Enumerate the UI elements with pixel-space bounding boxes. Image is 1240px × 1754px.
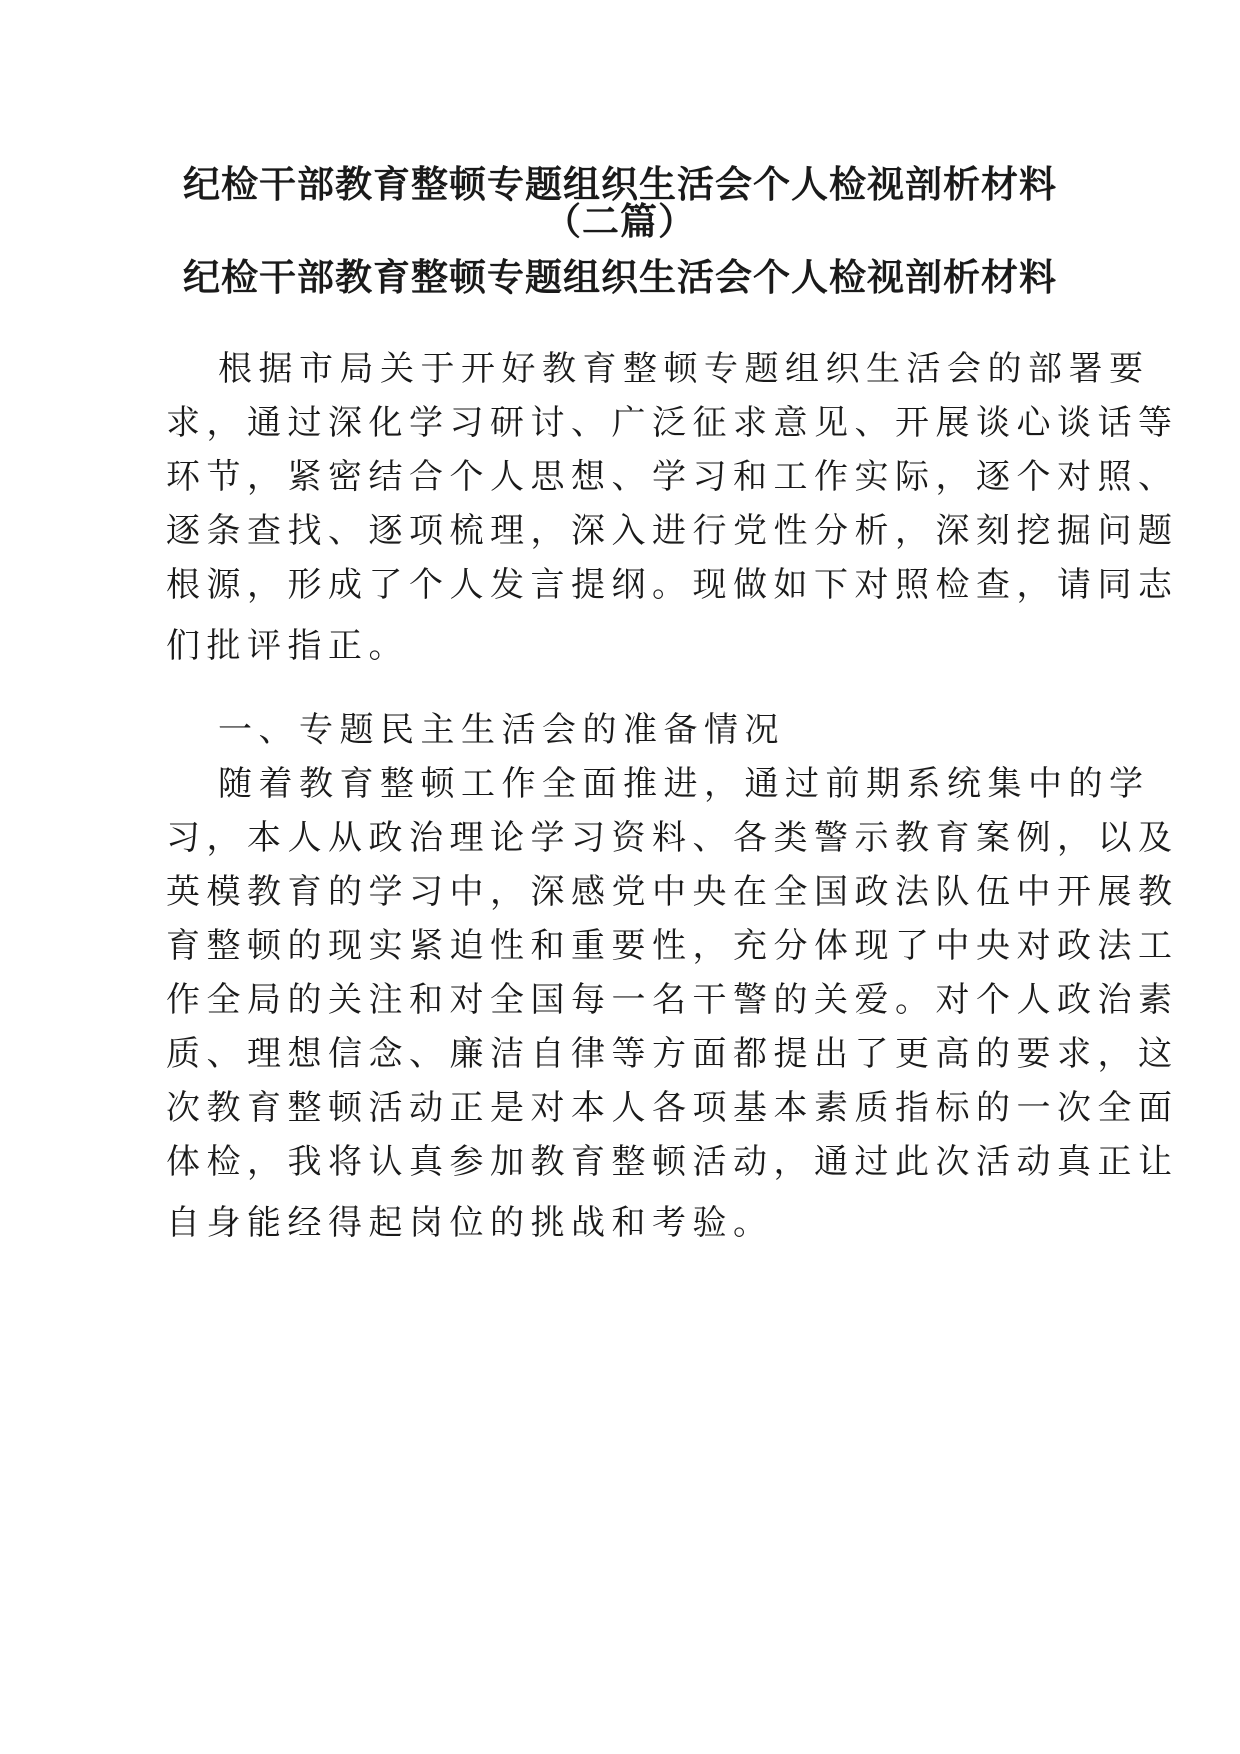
- paragraph-line: 求，通过深化学习研讨、广泛征求意见、开展谈心谈话等: [166, 403, 1179, 443]
- paragraph-line: 自身能经得起岗位的挑战和考验。: [166, 1203, 774, 1243]
- paragraph-preparation: [166, 757, 1179, 1257]
- paragraph-line: 育整顿的现实紧迫性和重要性，充分体现了中央对政法工: [166, 926, 1179, 966]
- paragraph-line: 们批评指正。: [166, 626, 409, 666]
- paragraph-intro: [166, 342, 1179, 680]
- document-title-suffix: （二篇）: [544, 200, 696, 243]
- paragraph-line: 次教育整顿活动正是对本人各项基本素质指标的一次全面: [166, 1088, 1179, 1128]
- paragraph-line: 根据市局关于开好教育整顿专题组织生活会的部署要: [218, 349, 1150, 389]
- paragraph-line: 环节，紧密结合个人思想、学习和工作实际，逐个对照、: [166, 457, 1179, 497]
- paragraph-line: 作全局的关注和对全国每一名干警的关爱。对个人政治素: [166, 980, 1179, 1020]
- section-heading-text: 一、专题民主生活会的准备情况: [218, 710, 785, 750]
- document-subtitle: 纪检干部教育整顿专题组织生活会个人检视剖析材料: [183, 256, 1057, 299]
- paragraph-line: 质、理想信念、廉洁自律等方面都提出了更高的要求，这: [166, 1034, 1179, 1074]
- paragraph-line: 根源，形成了个人发言提纲。现做如下对照检查，请同志: [166, 565, 1179, 605]
- paragraph-line: 体检，我将认真参加教育整顿活动，通过此次活动真正让: [166, 1142, 1179, 1182]
- document-title: 纪检干部教育整顿专题组织生活会个人检视剖析材料: [183, 163, 1057, 206]
- paragraph-line: 习，本人从政治理论学习资料、各类警示教育案例，以及: [166, 818, 1179, 858]
- paragraph-line: 逐条查找、逐项梳理，深入进行党性分析，深刻挖掘问题: [166, 511, 1179, 551]
- section-heading: [190, 703, 1040, 757]
- paragraph-line: 英模教育的学习中，深感党中央在全国政法队伍中开展教: [166, 872, 1179, 912]
- paragraph-line: 随着教育整顿工作全面推进，通过前期系统集中的学: [218, 764, 1150, 804]
